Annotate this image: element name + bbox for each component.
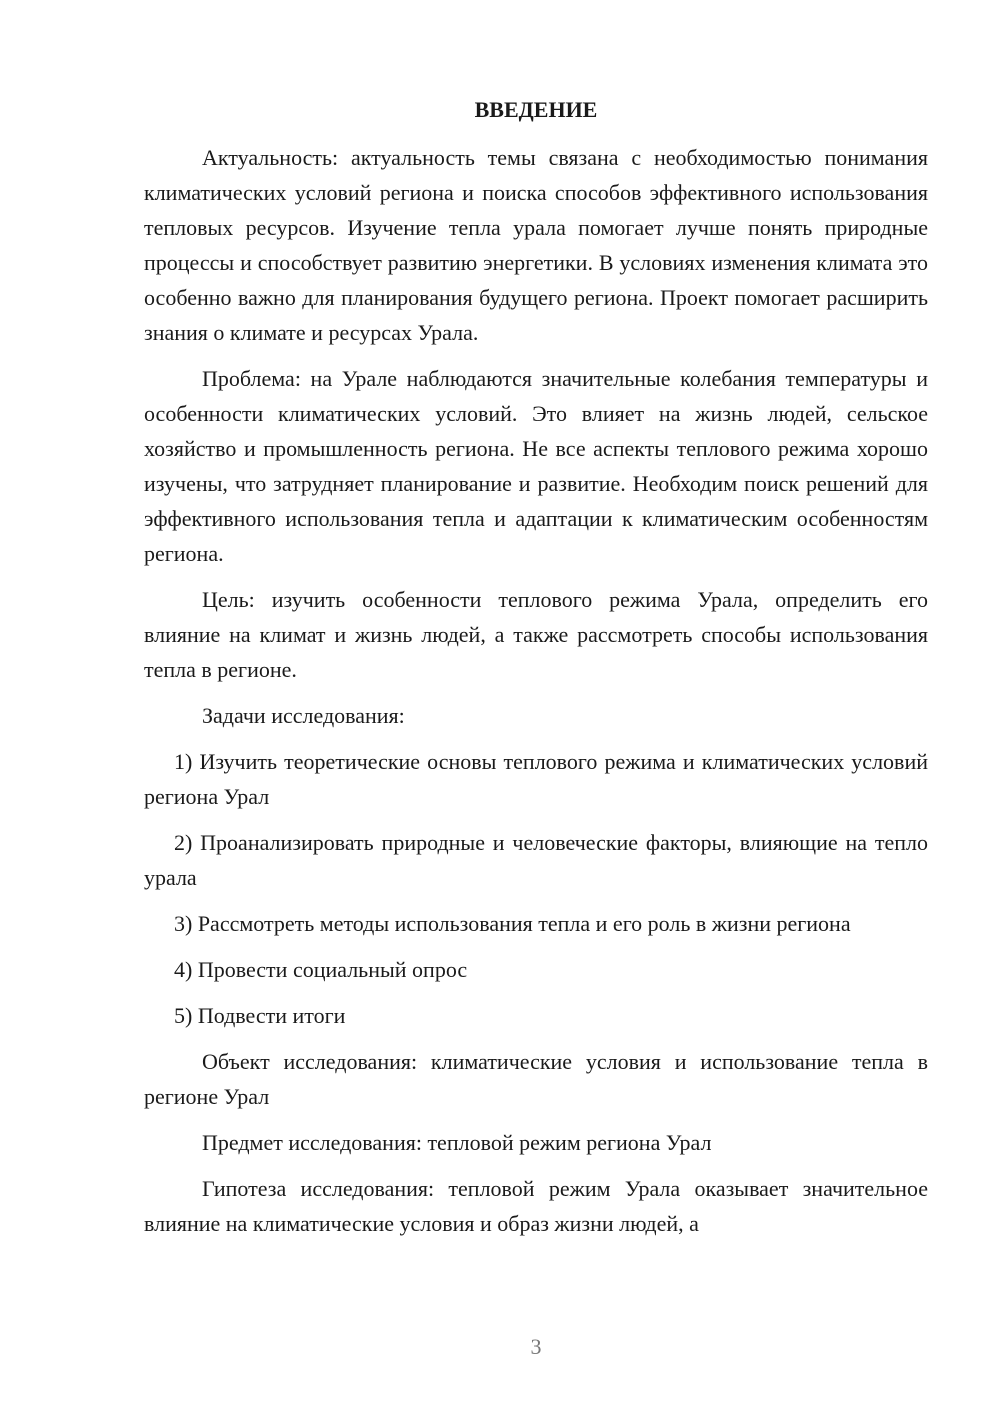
task-item-1: 1) Изучить теоретические основы теплового режима и климатических условий региона Урал [144, 749, 928, 809]
task-item-2: 2) Проанализировать природные и человеческие факторы, влияющие на тепло урала [144, 830, 928, 890]
tasks-heading: Задачи исследования: [202, 703, 405, 728]
page-number: 3 [530, 1334, 542, 1359]
section-title: ВВЕДЕНИЕ [474, 97, 598, 122]
object-paragraph: Объект исследования: климатические условия и использование тепла в регионе Урал [144, 1049, 928, 1109]
goal-paragraph: Цель: изучить особенности теплового режима Урала, определить его влияние на климат и жизнь людей, а также рассмотреть способы использования тепла в регионе. [144, 587, 928, 682]
task-item-4: 4) Провести социальный опрос [174, 957, 468, 982]
page-content [144, 92, 928, 1252]
task-item-3: 3) Рассмотреть методы использования тепла и его роль в жизни региона [174, 911, 851, 936]
relevance-paragraph: Актуальность: актуальность темы связана с необходимостью понимания климатических условий региона и поиска способов эффективного использования тепловых ресурсов. Изучение тепла урала помогает лучше понять природные процессы и способствует развитию энергетики. В условиях изменения климата это особенно важно для планирования будущего региона. Проект помогает расширить знания о климате и ресурсах Урала. [144, 145, 928, 345]
task-item-5: 5) Подвести итоги [174, 1003, 346, 1028]
subject-paragraph: Предмет исследования: тепловой режим региона Урал [202, 1130, 712, 1155]
problem-paragraph: Проблема: на Урале наблюдаются значительные колебания температуры и особенности климатических условий. Это влияет на жизнь людей, сельское хозяйство и промышленность региона. Не все аспекты теплового режима хорошо изучены, что затрудняет планирование и развитие. Необходим поиск решений для эффективного использования тепла и адаптации к климатическим особенностям региона. [144, 366, 928, 566]
hypothesis-paragraph: Гипотеза исследования: тепловой режим Урала оказывает значительное влияние на климатические условия и образ жизни людей, а [144, 1176, 928, 1236]
